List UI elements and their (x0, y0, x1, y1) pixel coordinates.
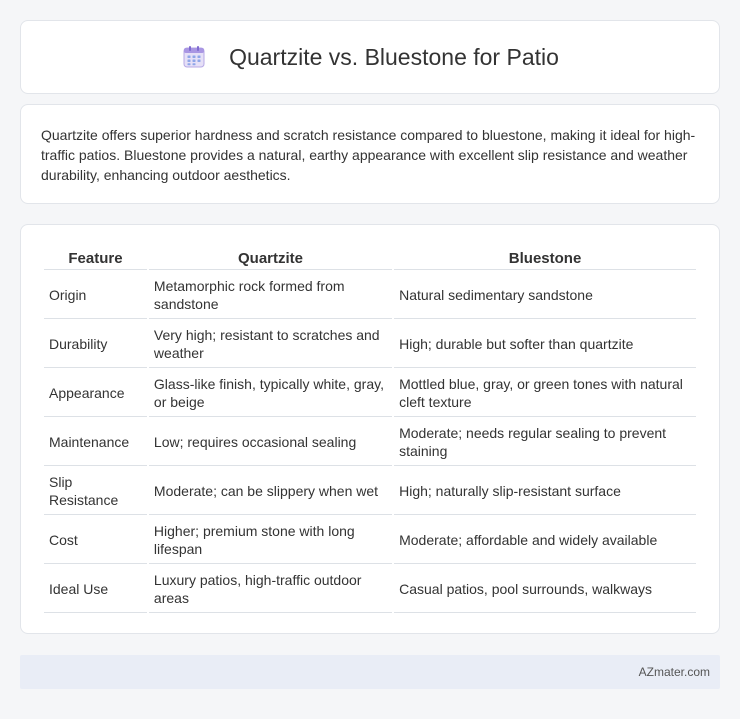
feature-cell: Maintenance (44, 419, 147, 466)
quartzite-cell: Metamorphic rock formed from sandstone (149, 272, 392, 319)
title-card (20, 20, 720, 94)
feature-cell: Appearance (44, 370, 147, 417)
table-row (44, 272, 696, 319)
summary-card (20, 104, 720, 204)
table-row (44, 517, 696, 564)
footer-brand[interactable]: AZmater.com (638, 665, 710, 679)
table-row (44, 370, 696, 417)
comparison-table (42, 245, 698, 615)
quartzite-cell: Low; requires occasional sealing (149, 419, 392, 466)
quartzite-cell: Luxury patios, high-traffic outdoor areas (149, 566, 392, 613)
feature-cell: Ideal Use (44, 566, 147, 613)
quartzite-cell: Glass-like finish, typically white, gray, or beige (149, 370, 392, 417)
bluestone-cell: Mottled blue, gray, or green tones with natural cleft texture (394, 370, 696, 417)
quartzite-cell: Higher; premium stone with long lifespan (149, 517, 392, 564)
comparison-table-card (20, 224, 720, 634)
column-header-feature: Feature (44, 247, 147, 270)
quartzite-cell: Very high; resistant to scratches and weather (149, 321, 392, 368)
feature-cell: Durability (44, 321, 147, 368)
feature-cell: Cost (44, 517, 147, 564)
column-header-quartzite: Quartzite (149, 247, 392, 270)
bluestone-cell: High; durable but softer than quartzite (394, 321, 696, 368)
feature-cell: Origin (44, 272, 147, 319)
page-title: Quartzite vs. Bluestone for Patio (229, 43, 559, 70)
quartzite-cell: Moderate; can be slippery when wet (149, 468, 392, 515)
summary-text: Quartzite offers superior hardness and scratch resistance compared to bluestone, making it ideal for high-traffic patios. Bluestone provides a natural, earthy appearance with excellent slip resistance and weather durability, enhancing outdoor aesthetics. (41, 127, 696, 183)
feature-cell: Slip Resistance (44, 468, 147, 515)
bluestone-cell: High; naturally slip-resistant surface (394, 468, 696, 515)
bluestone-cell: Natural sedimentary sandstone (394, 272, 696, 319)
footer (20, 655, 720, 689)
table-row (44, 321, 696, 368)
column-header-bluestone: Bluestone (394, 247, 696, 270)
bluestone-cell: Moderate; affordable and widely available (394, 517, 696, 564)
table-row (44, 468, 696, 515)
table-row (44, 566, 696, 613)
bluestone-cell: Moderate; needs regular sealing to prevent staining (394, 419, 696, 466)
table-header-row (44, 247, 696, 270)
bluestone-cell: Casual patios, pool surrounds, walkways (394, 566, 696, 613)
calendar-icon (181, 44, 207, 70)
table-row (44, 419, 696, 466)
